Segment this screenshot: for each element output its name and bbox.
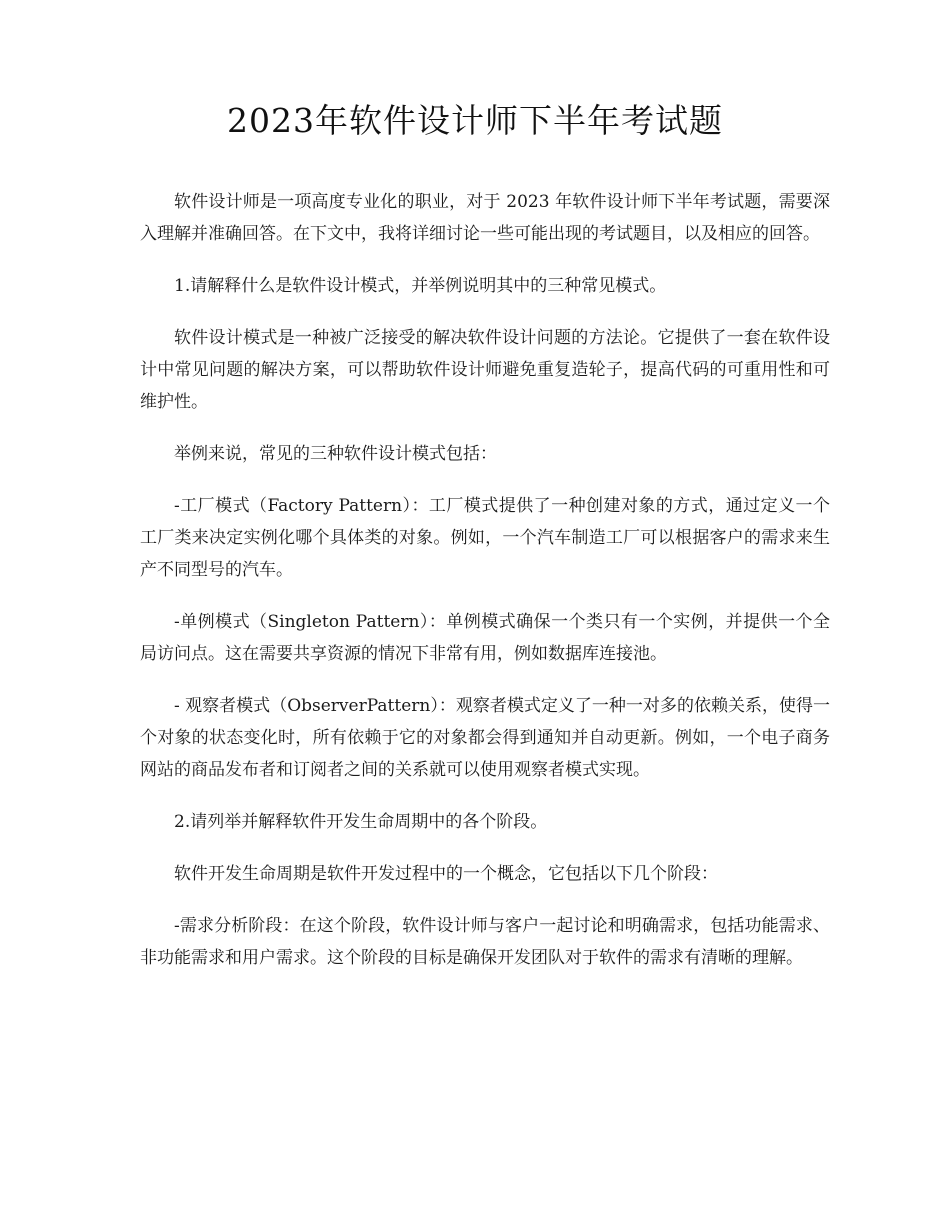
design-pattern-definition-paragraph: 软件设计模式是一种被广泛接受的解决软件设计问题的方法论。它提供了一套在软件设计中常见问题的解决方案，可以帮助软件设计师避免重复造轮子，提高代码的可重用性和可维护性。 xyxy=(140,328,830,412)
observer-pattern-paragraph: - 观察者模式（ObserverPattern）：观察者模式定义了一种一对多的依赖关系，使得一个对象的状态变化时，所有依赖于它的对象都会得到通知并自动更新。例如，一个电子商务网站的商品发布者和订阅者之间的关系就可以使用观察者模式实现。 xyxy=(140,696,830,780)
document-body xyxy=(140,186,830,994)
sdlc-intro-paragraph: 软件开发生命周期是软件开发过程中的一个概念，它包括以下几个阶段： xyxy=(174,864,718,884)
singleton-pattern-paragraph: -单例模式（Singleton Pattern）：单例模式确保一个类只有一个实例，并提供一个全局访问点。这在需要共享资源的情况下非常有用，例如数据库连接池。 xyxy=(140,612,830,664)
pattern-examples-intro-paragraph: 举例来说，常见的三种软件设计模式包括： xyxy=(174,444,497,464)
document-title: 2023年软件设计师下半年考试题 xyxy=(227,101,723,140)
requirements-analysis-paragraph: -需求分析阶段：在这个阶段，软件设计师与客户一起讨论和明确需求，包括功能需求、非功能需求和用户需求。这个阶段的目标是确保开发团队对于软件的需求有清晰的理解。 xyxy=(140,916,830,968)
question-1-heading: 1.请解释什么是软件设计模式，并举例说明其中的三种常见模式。 xyxy=(174,276,667,296)
factory-pattern-paragraph: -工厂模式（Factory Pattern）：工厂模式提供了一种创建对象的方式，通过定义一个工厂类来决定实例化哪个具体类的对象。例如，一个汽车制造工厂可以根据客户的需求来生产不同型号的汽车。 xyxy=(140,496,830,580)
intro-paragraph: 软件设计师是一项高度专业化的职业，对于 2023 年软件设计师下半年考试题，需要深入理解并准确回答。在下文中，我将详细讨论一些可能出现的考试题目，以及相应的回答。 xyxy=(140,192,830,244)
question-2-heading: 2.请列举并解释软件开发生命周期中的各个阶段。 xyxy=(174,812,548,832)
